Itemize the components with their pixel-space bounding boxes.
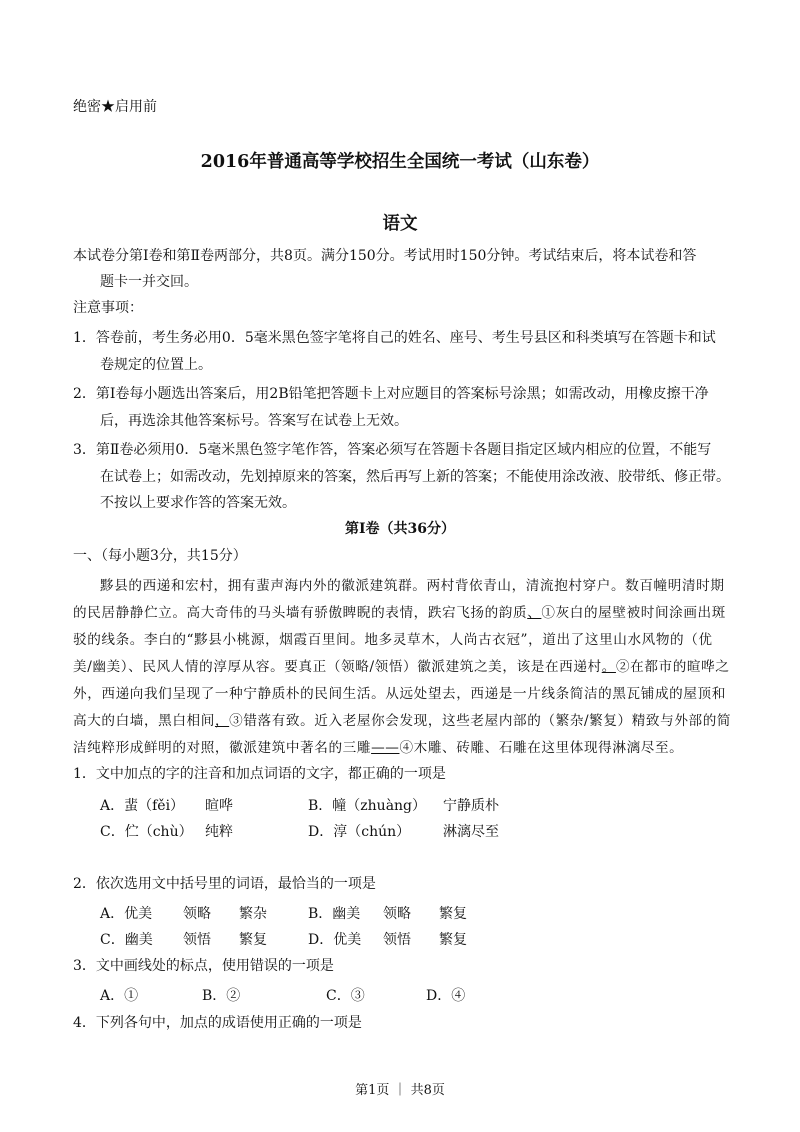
passage-line-3: 驳的线条。李白的“黟县小桃源，烟霞百里间。地多灵草木，人尚古衣冠”，道出了这里山水风物的（优: [73, 632, 713, 648]
q2-option-a-w3: 繁杂: [239, 906, 267, 922]
q2-option-a: A．优美: [100, 906, 153, 922]
punct-mark-2: 。: [601, 659, 616, 675]
q2-option-d: D．优美: [308, 932, 362, 948]
passage-text: ①灰白的屋壁被时间涂画出斑: [541, 605, 726, 621]
page-footer: 第1页 ｜ 共8页: [355, 1083, 445, 1098]
passage-text: ③错落有致。近入老屋你会发现，这些老屋内部的（繁杂/繁复）精致与外部的简: [229, 713, 732, 729]
note-2-line-2: 后，再选涂其他答案标号。答案写在试卷上无效。: [100, 413, 408, 429]
q3-option-a: A．①: [100, 988, 139, 1004]
punct-mark-4: ——: [371, 740, 400, 756]
passage-line-4: [73, 655, 730, 675]
note-3-line-3: 不按以上要求作答的答案无效。: [100, 495, 296, 511]
note-2-line-1: 2．第Ⅰ卷每小题选出答案后，用2B铅笔把答题卡上对应题目的答案标号涂黑；如需改动，用橡皮擦干净: [73, 386, 709, 402]
passage-text: 洁纯粹形成鲜明的对照，徽派建筑中著名的三雕: [73, 740, 372, 756]
q1-option-c: C．伫（chù）: [100, 824, 193, 840]
passage-line-5: 外，西递向我们呈现了一种宁静质朴的民间生活。从远处望去，西递是一片线条简洁的黑瓦铺成的屋顶和: [73, 686, 726, 702]
note-3-line-1: 3．第Ⅱ卷必须用0．5毫米黑色签字笔作答，答案必须写在答题卡各题目指定区域内相应的位置，不能写: [73, 442, 712, 458]
q1-option-d: D．淳（chún）: [308, 824, 411, 840]
part-one-label: 一、（每小题3分，共15分）: [73, 548, 247, 564]
q2-option-b: B．幽美: [308, 906, 361, 922]
passage-text: ④木雕、砖雕、石雕在这里体现得淋漓尽至。: [399, 740, 684, 756]
passage-text: 的民居静静伫立。高大奇伟的马头墙有骄傲睥睨的表情，跌宕飞扬的韵质: [73, 605, 528, 621]
passage-text: 高大的白墙，黑白相间: [73, 713, 215, 729]
q2-option-c-w3: 繁复: [239, 932, 267, 948]
exam-title: 2016年普通高等学校招生全国统一考试（山东卷）: [200, 152, 600, 172]
q1-option-b: B．幢（zhuàng）: [308, 798, 427, 814]
q3-stem: 3．文中画线处的标点，使用错误的一项是: [73, 958, 334, 974]
note-1-line-1: 1．答卷前，考生务必用0．5毫米黑色签字笔将自己的姓名、座号、考生号县区和科类填写在答题卡和试: [73, 330, 716, 346]
passage-line-7: [73, 736, 683, 756]
secret-label: 绝密★启用前: [73, 99, 157, 115]
q3-option-c: C．③: [326, 988, 365, 1004]
q1-option-c-word: 纯粹: [205, 824, 233, 840]
q1-option-d-word: 淋漓尽至: [443, 824, 499, 840]
intro-line-2: 题卡一并交回。: [100, 274, 198, 290]
q2-option-d-w3: 繁复: [439, 932, 467, 948]
punct-mark-3: ，: [214, 713, 230, 729]
q4-stem: 4．下列各句中，加点的成语使用正确的一项是: [73, 1015, 362, 1031]
passage-line-6: [73, 709, 731, 729]
q1-stem: 1．文中加点的字的注音和加点词语的文字，都正确的一项是: [73, 766, 446, 782]
q2-option-c-w2: 领悟: [183, 932, 211, 948]
passage-text: 美/幽美）、民风人情的淳厚从容。要真正（领略/领悟）徽派建筑之美，该是在西递村: [73, 659, 602, 675]
q3-option-b: B．②: [202, 988, 241, 1004]
q1-option-a: A．蜚（fěi）: [100, 798, 185, 814]
q2-option-c: C．幽美: [100, 932, 153, 948]
q1-option-b-word: 宁静质朴: [443, 798, 499, 814]
note-3-line-2: 在试卷上；如需改动，先划掉原来的答案，然后再写上新的答案；不能使用涂改液、胶带纸、修正带。: [100, 469, 730, 485]
q2-option-b-w3: 繁复: [439, 906, 467, 922]
q1-option-a-word: 暄哗: [205, 798, 233, 814]
q2-option-d-w2: 领悟: [383, 932, 411, 948]
q2-stem: 2．依次选用文中括号里的词语，最恰当的一项是: [73, 876, 376, 892]
passage-line-2: [73, 601, 726, 621]
q2-option-a-w2: 领略: [183, 906, 211, 922]
passage-line-1: 黟县的西递和宏村，拥有蜚声海内外的徽派建筑群。两村背依青山，清流抱村穿户。数百幢明清时期: [100, 578, 725, 594]
passage-text: ②在都市的暄哗之: [615, 659, 730, 675]
q2-option-b-w2: 领略: [383, 906, 411, 922]
subject-title: 语文: [382, 214, 418, 234]
q3-option-d: D．④: [426, 988, 466, 1004]
notice-label: 注意事项：: [73, 300, 143, 316]
intro-line-1: 本试卷分第Ⅰ卷和第Ⅱ卷两部分，共8页。满分150分。考试用时150分钟。考试结束后，将本试卷和答: [73, 248, 697, 264]
section-heading: 第Ⅰ卷（共36分）: [344, 521, 456, 537]
note-1-line-2: 卷规定的位置上。: [100, 357, 212, 373]
punct-mark-1: 、: [527, 605, 542, 621]
